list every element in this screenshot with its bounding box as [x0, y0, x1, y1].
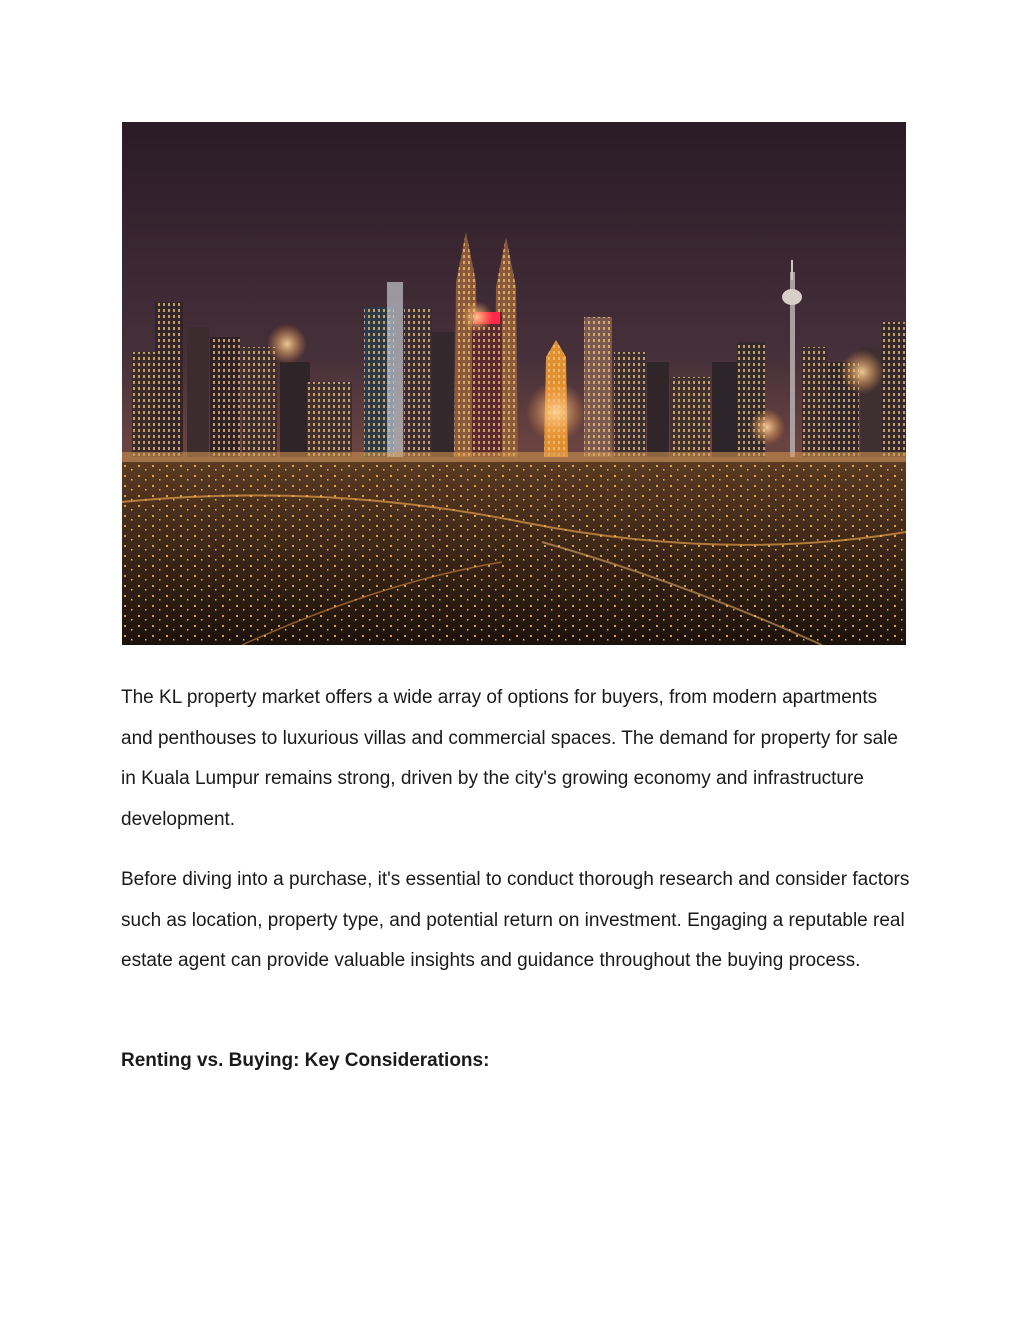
skyline-illustration	[122, 122, 906, 645]
section-heading: Renting vs. Buying: Key Considerations:	[121, 1050, 490, 1071]
city-skyline-night-photo	[122, 122, 906, 645]
paragraph-intro: The KL property market offers a wide array of options for buyers, from modern apartments and penthouses to luxurious villas and commercial spaces. The demand for property for sale in Kuala Lumpur remains strong, driven by the city's growing economy and infrastructure development.	[121, 687, 898, 830]
paragraph-research: Before diving into a purchase, it's essential to conduct thorough research and consider factors such as location, property type, and potential return on investment. Engaging a reputable real estate agent can provide valuable insights and guidance throughout the buying process.	[121, 869, 910, 971]
